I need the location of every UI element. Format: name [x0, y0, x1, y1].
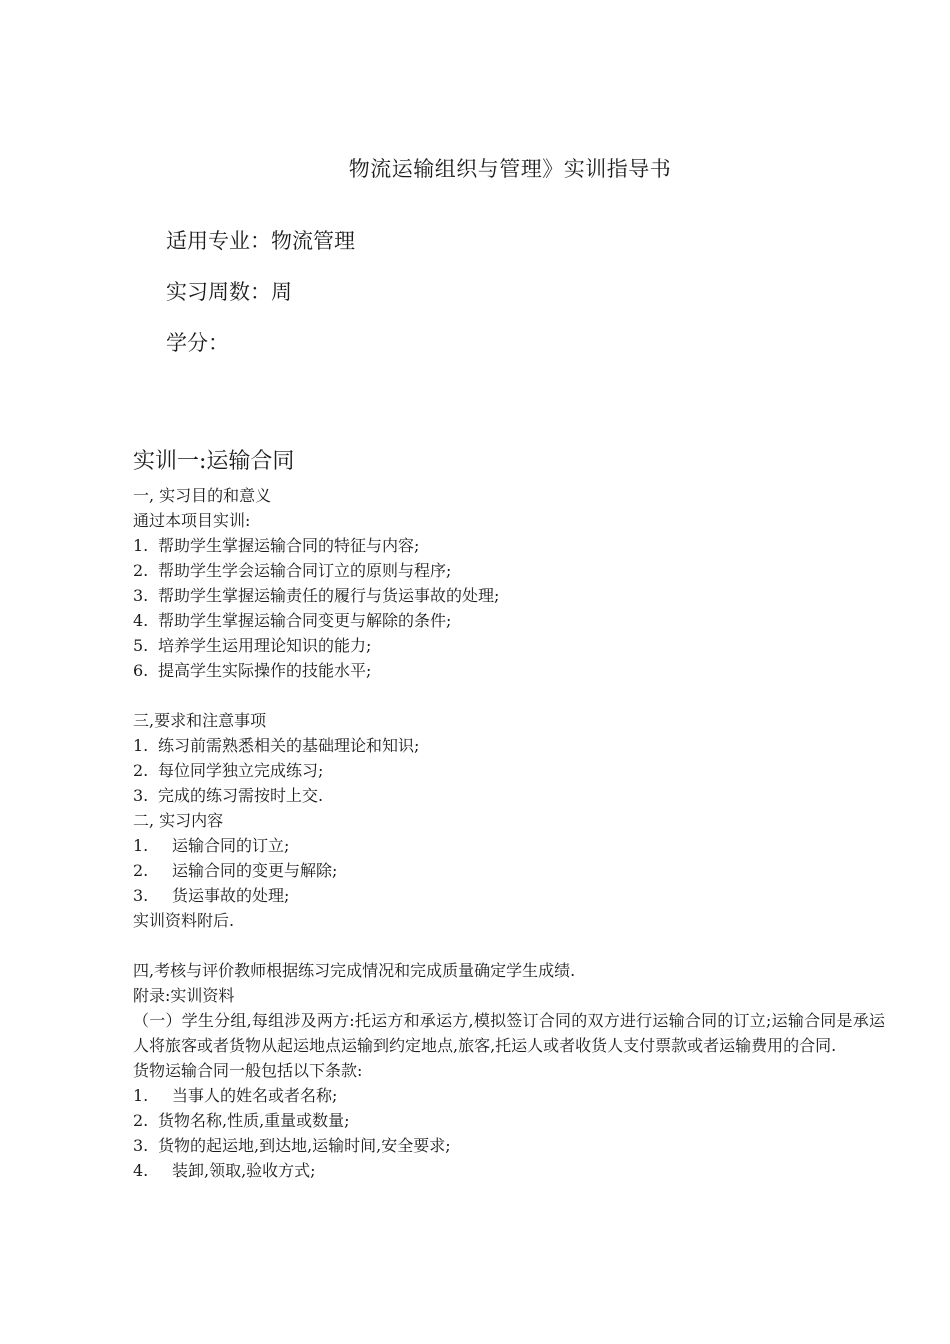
spacer: [133, 933, 885, 958]
list-item: 3. 帮助学生掌握运输责任的履行与货运事故的处理;: [133, 586, 500, 605]
purpose-intro: 通过本项目实训:: [133, 511, 251, 530]
section-title: 实训一:运输合同: [133, 449, 295, 474]
list-item: 4. 装卸,领取,验收方式;: [133, 1161, 316, 1180]
spacer: [133, 683, 885, 708]
appendix-heading: 附录:实训资料: [133, 986, 235, 1005]
list-item: 2. 帮助学生学会运输合同订立的原则与程序;: [133, 561, 452, 580]
list-item: 1. 帮助学生掌握运输合同的特征与内容;: [133, 536, 420, 555]
list-item: 3. 货运事故的处理;: [133, 886, 290, 905]
meta-credits: 学分：: [166, 331, 229, 355]
list-item: 2. 运输合同的变更与解除;: [133, 861, 338, 880]
assessment-text: 四,考核与评价教师根据练习完成情况和完成质量确定学生成绩.: [133, 961, 576, 980]
list-item: 2. 每位同学独立完成练习;: [133, 761, 324, 780]
content-heading: 二, 实习内容: [133, 811, 224, 830]
document-title: 物流运输组织与管理》实训指导书: [348, 157, 672, 181]
list-item: 4. 帮助学生掌握运输合同变更与解除的条件;: [133, 611, 452, 630]
clauses-intro: 货物运输合同一般包括以下条款:: [133, 1061, 363, 1080]
list-item: 1. 练习前需熟悉相关的基础理论和知识;: [133, 736, 420, 755]
list-item: 6. 提高学生实际操作的技能水平;: [133, 661, 372, 680]
list-item: 2. 货物名称,性质,重量或数量;: [133, 1111, 350, 1130]
purpose-heading: 一, 实习目的和意义: [133, 486, 272, 505]
list-item: 1. 运输合同的订立;: [133, 836, 290, 855]
requirements-heading: 三,要求和注意事项: [133, 711, 267, 730]
body-text: [133, 483, 885, 1183]
appendix-paragraph: （一）学生分组,每组涉及两方:托运方和承运方,模拟签订合同的双方进行运输合同的订立;运输合同是承运人将旅客或者货物从起运地点运输到约定地点,旅客,托运人或者收货人支付票款或者运输费用的合同.: [133, 1011, 885, 1055]
meta-weeks: 实习周数：周: [166, 280, 292, 304]
content-note: 实训资料附后.: [133, 911, 235, 930]
list-item: 1. 当事人的姓名或者名称;: [133, 1086, 338, 1105]
meta-major: 适用专业：物流管理: [166, 229, 355, 253]
list-item: 5. 培养学生运用理论知识的能力;: [133, 636, 372, 655]
list-item: 3. 完成的练习需按时上交.: [133, 786, 324, 805]
list-item: 3. 货物的起运地,到达地,运输时间,安全要求;: [133, 1136, 451, 1155]
